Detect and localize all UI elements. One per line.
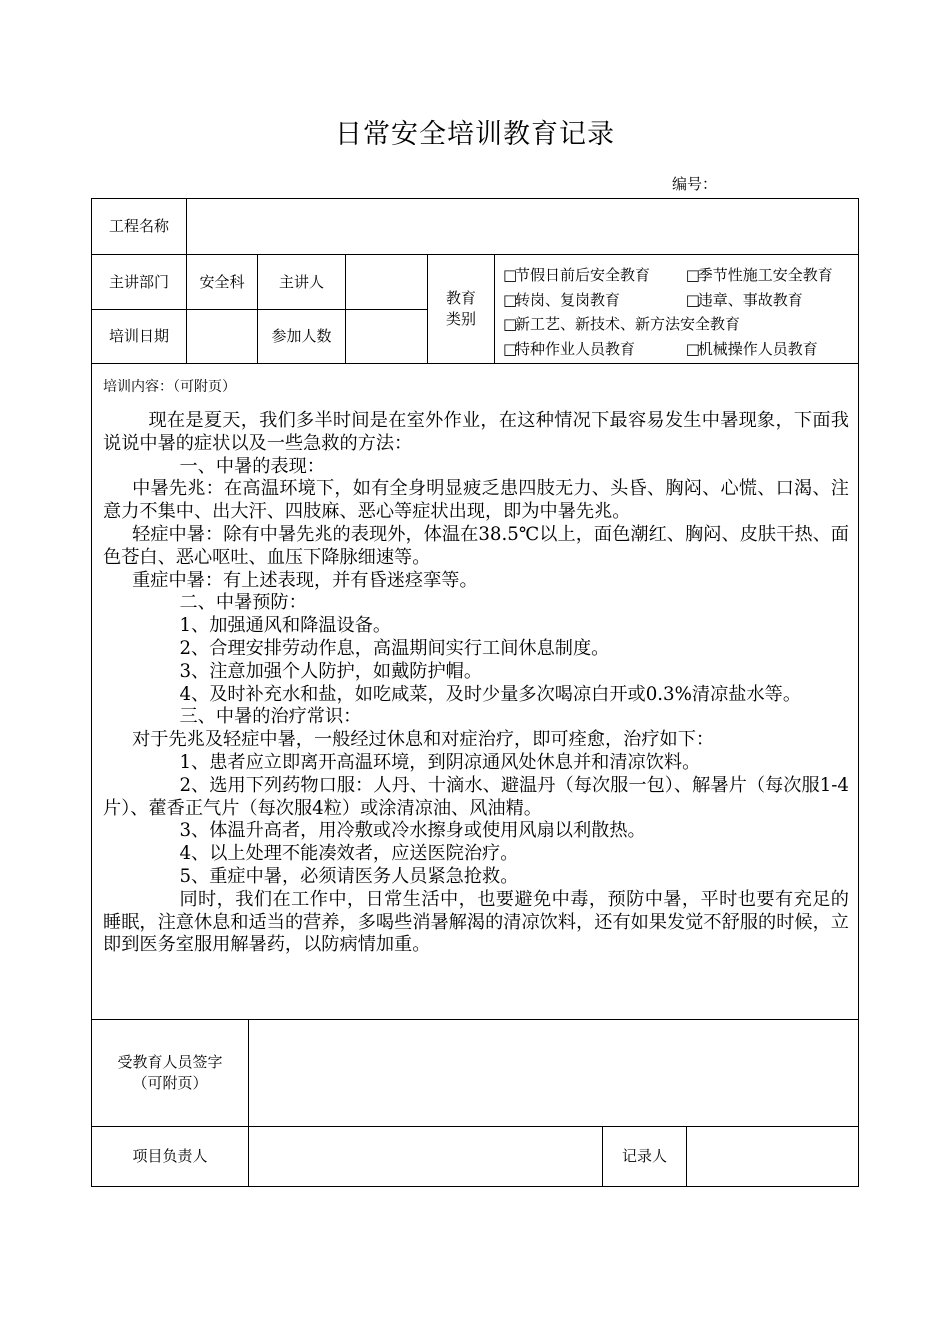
checkbox-icon[interactable]: □	[685, 339, 700, 358]
content-list-item: 4、以上处理不能凑效者，应送医院治疗。	[179, 843, 519, 865]
content-heading: 三、中暑的治疗常识：	[179, 706, 362, 728]
dept-value: 安全科	[199, 272, 245, 291]
project-leader-field[interactable]	[249, 1127, 602, 1186]
category-option-row	[503, 288, 833, 313]
category-option-label: 机械操作人员教育	[697, 339, 818, 358]
category-option[interactable]	[503, 263, 681, 288]
dept-label: 主讲部门	[108, 272, 169, 291]
attendees-label: 参加人数	[271, 327, 332, 345]
category-option-label: 转岗、复岗教育	[515, 290, 621, 309]
education-category-label	[428, 255, 494, 363]
recorder-field[interactable]	[687, 1127, 858, 1186]
attendees-field[interactable]	[346, 310, 427, 363]
trainee-signature-label-line1: 受教育人员签字	[117, 1053, 223, 1071]
page-title: 日常安全培训教育记录	[335, 119, 615, 150]
trainee-signature-field[interactable]	[249, 1020, 858, 1126]
project-leader-label: 项目负责人	[132, 1147, 208, 1165]
category-option-label: 季节性施工安全教育	[697, 266, 833, 284]
category-option[interactable]	[686, 266, 833, 284]
category-option-row	[503, 312, 833, 337]
checkbox-icon[interactable]: □	[503, 339, 518, 358]
education-category-options	[503, 263, 833, 361]
training-content-label: 培训内容：（可附页）	[103, 379, 236, 395]
content-paragraph: 轻症中暑：除有中暑先兆的表现外，体温在38.5℃以上，面色潮红、胸闷、皮肤干热、面色苍白、恶心呕吐、血压下降脉细速等。	[103, 523, 849, 568]
category-option[interactable]	[503, 315, 740, 333]
date-label: 培训日期	[108, 327, 169, 345]
col-divider	[494, 254, 495, 363]
content-list-item: 1、加强通风和降温设备。	[179, 615, 392, 637]
education-category-label-line2: 类别	[445, 310, 476, 328]
content-paragraph: 中暑先兆：在高温环境下，如有全身明显疲乏患四肢无力、头昏、胸闷、心慌、口渴、注意力不集中、出大汗、四肢麻、恶心等症状出现，即为中暑先兆。	[103, 478, 849, 523]
category-option-label: 违章、事故教育	[697, 290, 803, 309]
record-number-label: 编号：	[672, 175, 718, 193]
content-list-item: 1、患者应立即离开高温环境，到阴凉通风处休息并和清凉饮料。	[179, 751, 701, 773]
content-list-item: 4、及时补充水和盐，如吃咸菜，及时少量多次喝凉白开或0.3%清凉盐水等。	[179, 683, 802, 705]
checkbox-icon[interactable]: □	[503, 290, 518, 309]
content-list-item: 3、体温升高者，用冷敷或冷水擦身或使用风扇以利散热。	[179, 820, 646, 842]
table-border-bottom	[91, 1186, 859, 1187]
category-option-row	[503, 337, 833, 362]
content-list-item: 2、选用下列药物口服：人丹、十滴水、避温丹（每次服一包）、解暑片（每次服1-4片）、藿香正气片（每次服4粒）或涂清凉油、风油精。	[103, 774, 849, 819]
trainee-signature-label	[92, 1020, 248, 1126]
category-option[interactable]	[503, 288, 681, 313]
speaker-field[interactable]	[346, 255, 427, 309]
recorder-label: 记录人	[621, 1147, 667, 1165]
category-option[interactable]	[503, 337, 681, 362]
category-option[interactable]	[686, 291, 803, 309]
training-content	[103, 410, 849, 957]
project-name-label: 工程名称	[108, 217, 169, 235]
checkbox-icon[interactable]: □	[503, 315, 518, 333]
content-paragraph: 重症中暑：有上述表现，并有昏迷痉挛等。	[132, 569, 478, 591]
content-paragraph: 现在是夏天，我们多半时间是在室外作业，在这种情况下最容易发生中暑现象，下面我说说中暑的症状以及一些急救的方法：	[103, 410, 849, 454]
category-option-label: 新工艺、新技术、新方法安全教育	[515, 315, 741, 333]
category-option-row	[503, 263, 833, 288]
row-divider	[91, 363, 859, 364]
category-option-label: 节假日前后安全教育	[515, 266, 651, 284]
category-option[interactable]	[686, 340, 818, 358]
speaker-label: 主讲人	[278, 272, 324, 291]
content-list-item: 2、合理安排劳动作息，高温期间实行工间休息制度。	[179, 637, 610, 659]
date-field[interactable]	[187, 310, 257, 363]
table-border-right	[858, 198, 859, 1187]
project-name-field[interactable]	[187, 199, 858, 254]
content-paragraph: 同时，我们在工作中，日常生活中，也要避免中毒，预防中暑，平时也要有充足的睡眠，注意休息和适当的营养，多喝些消暑解渴的清凉饮料，还有如果发觉不舒服的时候，立即到医务室服用解暑药，以防病情加重。	[103, 888, 849, 956]
category-option-label: 特种作业人员教育	[515, 339, 636, 358]
education-category-label-line1: 教育	[445, 289, 476, 307]
content-list-item: 5、重症中暑，必须请医务人员紧急抢救。	[179, 865, 519, 887]
trainee-signature-label-line2: （可附页）	[132, 1074, 208, 1092]
content-paragraph: 对于先兆及轻症中暑，一般经过休息和对症治疗，即可痊愈，治疗如下：	[132, 729, 715, 751]
content-heading: 二、中暑预防：	[179, 592, 307, 614]
checkbox-icon[interactable]: □	[503, 266, 518, 284]
checkbox-icon[interactable]: □	[685, 290, 700, 309]
checkbox-icon[interactable]: □	[685, 266, 700, 284]
content-list-item: 3、注意加强个人防护，如戴防护帽。	[179, 660, 483, 682]
content-heading: 一、中暑的表现：	[179, 455, 325, 477]
